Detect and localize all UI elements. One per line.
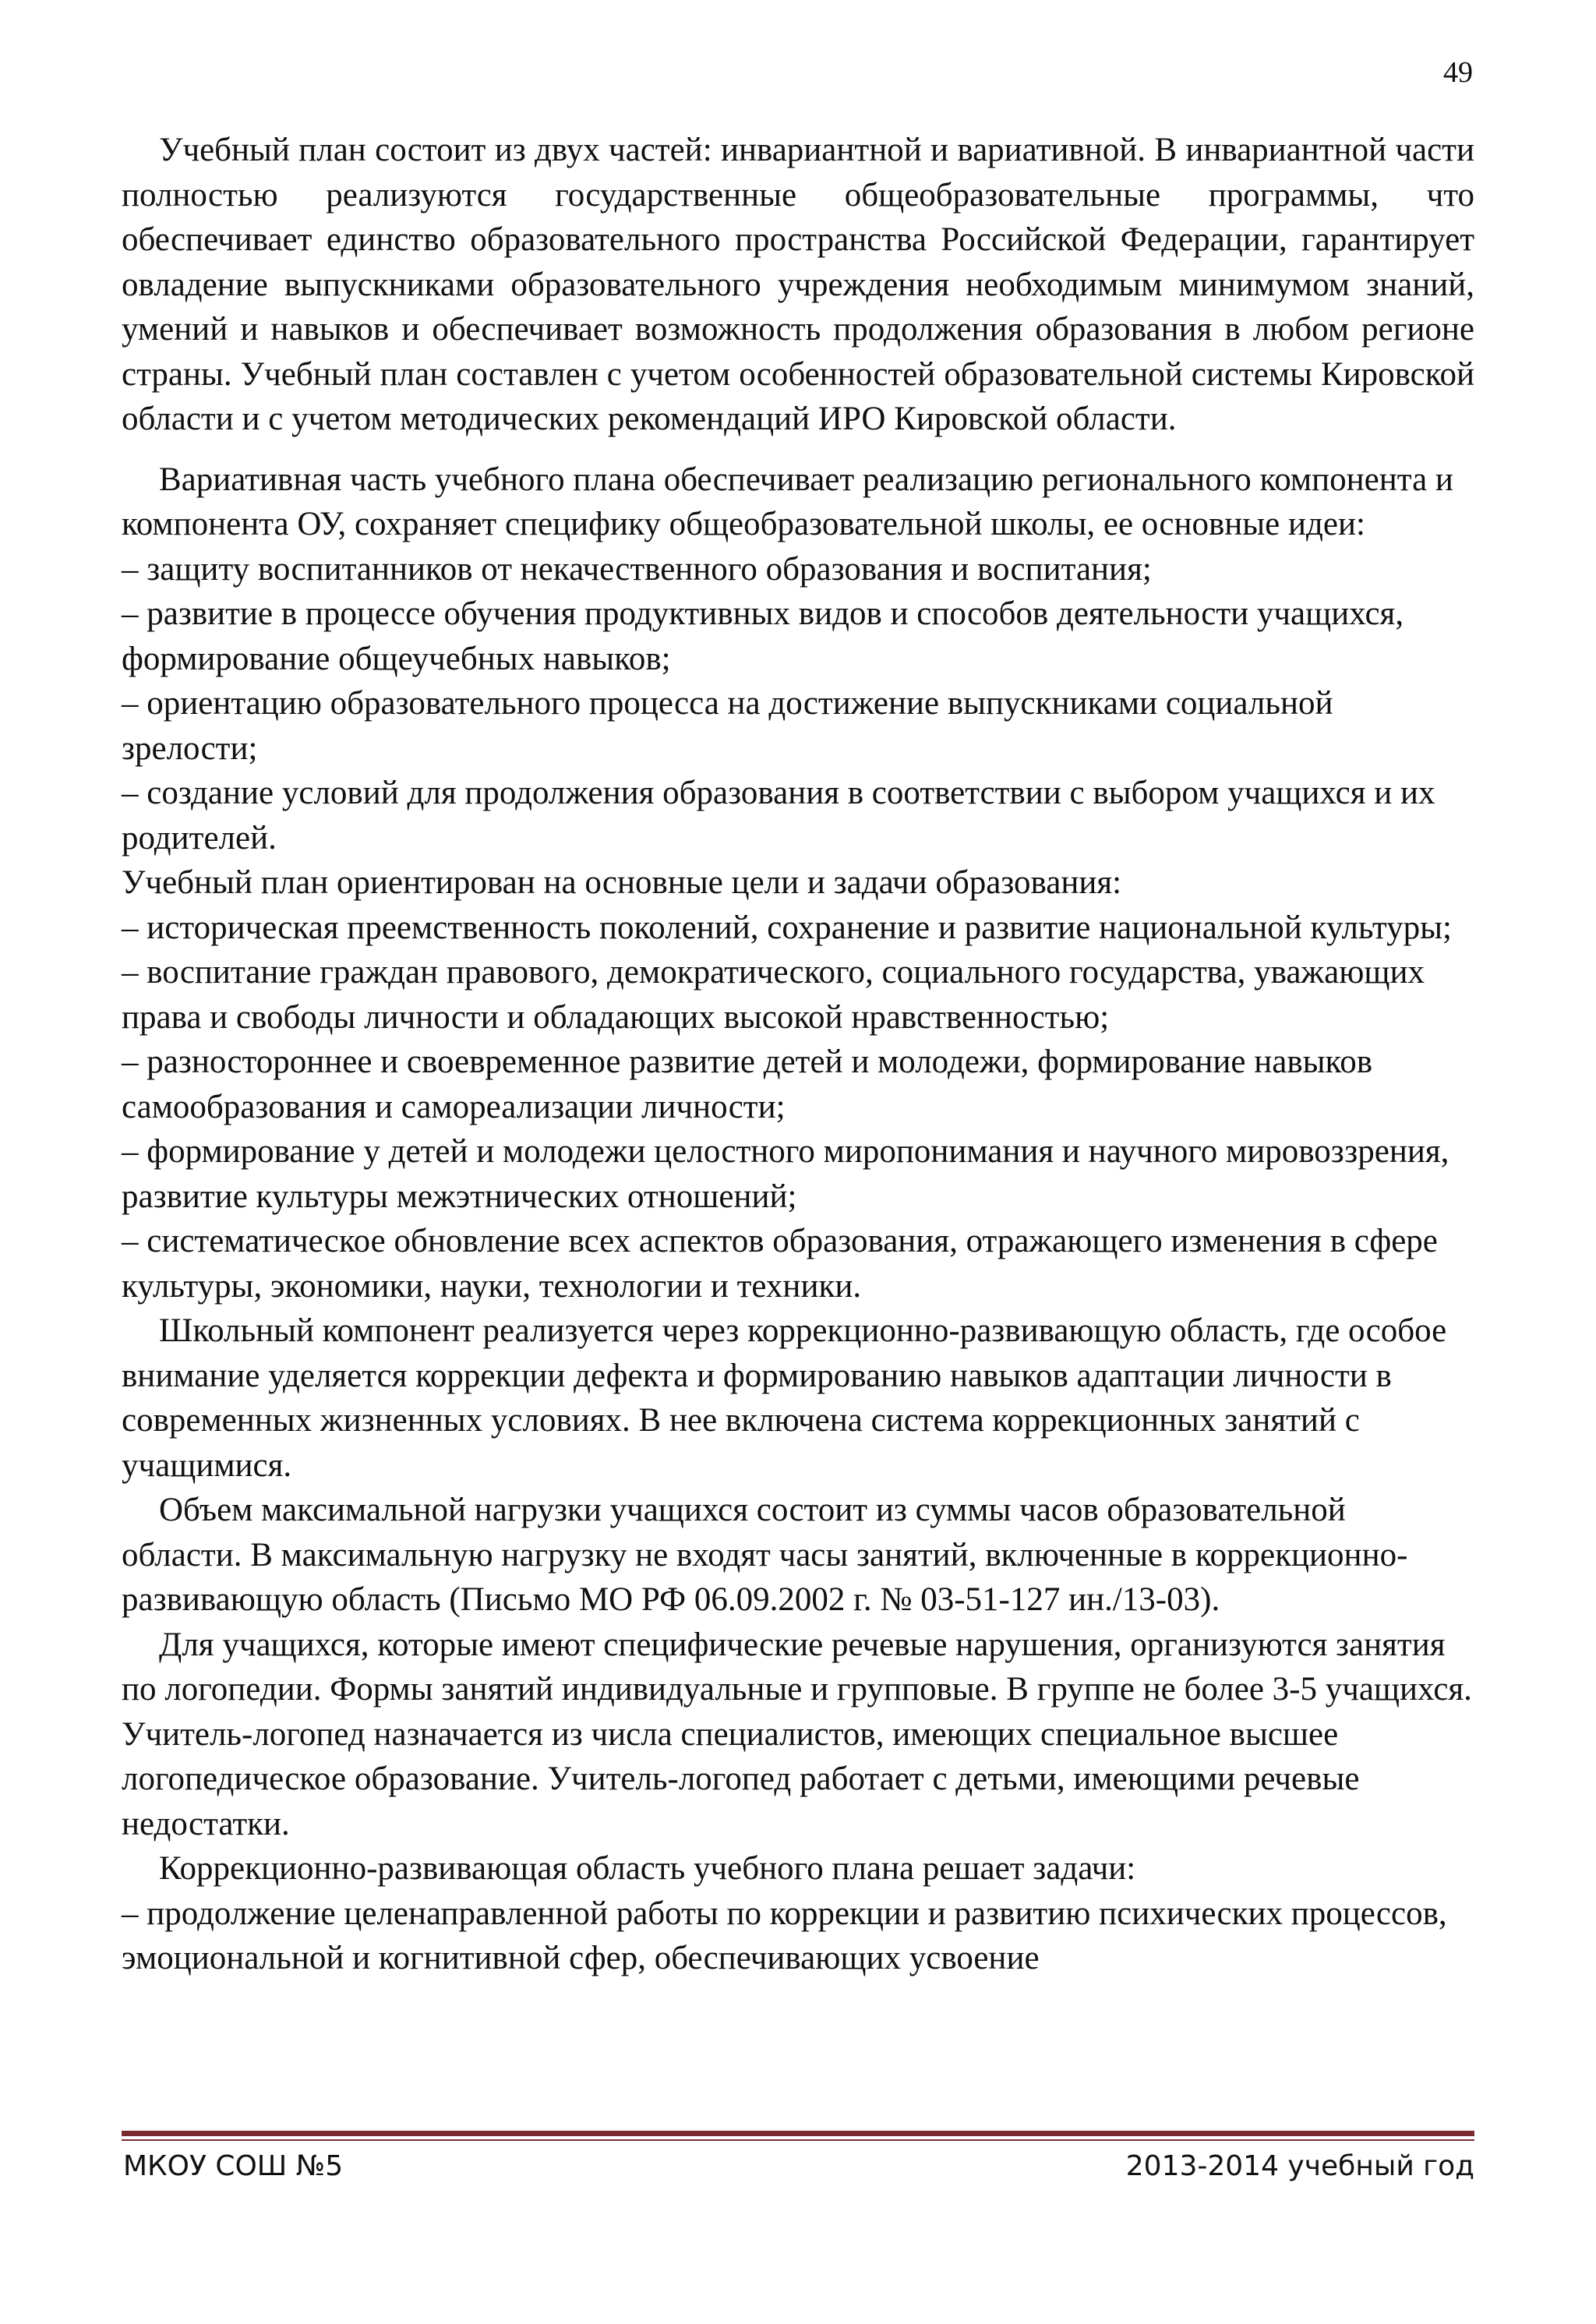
list-item: – формирование у детей и молодежи целостного миропонимания и научного мировоззрения, развитие культуры межэтнических отношений;: [122, 1133, 1449, 1215]
page-number: 49: [1443, 56, 1473, 89]
list-item: – разностороннее и своевременное развитие детей и молодежи, формирование навыков самообразования и самореализации личности;: [122, 1044, 1373, 1125]
footer-academic-year: 2013-2014 учебный год: [1125, 2150, 1474, 2182]
footer-rule-thick: [122, 2131, 1474, 2136]
list-item: – воспитание граждан правового, демократического, социального государства, уважающих права и свободы личности и обладающих высокой нравственностью;: [122, 954, 1425, 1036]
paragraph-goals-intro: Учебный план ориентирован на основные цели и задачи образования:: [122, 864, 1122, 901]
paragraph-variable-part: Вариативная часть учебного плана обеспечивает реализацию регионального компонента и компонента ОУ, сохраняет специфику общеобразовательной школы, ее основные идеи:: [122, 461, 1453, 542]
list-item: – ориентацию образовательного процесса на достижение выпускниками социальной зрелости;: [122, 685, 1333, 767]
list-item: – систематическое обновление всех аспектов образования, отражающего изменения в сфере культуры, экономики, науки, технологии и техники.: [122, 1223, 1438, 1305]
list-item: – развитие в процессе обучения продуктивных видов и способов деятельности учащихся, формирование общеучебных навыков;: [122, 595, 1404, 677]
paragraph-correction-area: Коррекционно-развивающая область учебного плана решает задачи:: [159, 1850, 1136, 1887]
list-item: – историческая преемственность поколений, сохранение и развитие национальной культуры;: [122, 909, 1452, 946]
footer-school-name: МКОУ СОШ №5: [123, 2150, 344, 2182]
paragraph-max-load: Объем максимальной нагрузки учащихся состоит из суммы часов образовательной области. В максимальную нагрузку не входят часы занятий, включенные в коррекционно-развивающую область (Письмо МО РФ 06.09.2002 г. № 03-51-127 ин./13-03).: [122, 1492, 1408, 1618]
paragraph-curriculum-parts: Учебный план состоит из двух частей: инвариантной и вариативной. В инвариантной части полностью реализуются государственные общеобразовательные программы, что обеспечивает единство образовательного пространства Российской Федерации, гарантирует овладение выпускниками образовательного учреждения необходимым минимумом знаний, умений и навыков и обеспечивает возможность продолжения образования в любом регионе страны. Учебный план составлен с учетом особенностей образовательной системы Кировской области и с учетом методических рекомендаций ИРО Кировской области.: [122, 132, 1474, 437]
paragraph-school-component: Школьный компонент реализуется через коррекционно-развивающую область, где особое внимание уделяется коррекции дефекта и формированию навыков адаптации личности в современных жизненных условиях. В нее включена система коррекционных занятий с учащимися.: [122, 1312, 1447, 1484]
list-item: – защиту воспитанников от некачественного образования и воспитания;: [122, 550, 1152, 588]
page-content: [122, 128, 1474, 1981]
paragraph-speech-therapy: Для учащихся, которые имеют специфические речевые нарушения, организуются занятия по логопедии. Формы занятий индивидуальные и групповые. В группе не более 3-5 учащихся. Учитель-логопед назначается из числа специалистов, имеющих специальное высшее логопедическое образование. Учитель-логопед работает с детьми, имеющими речевые недостатки.: [122, 1626, 1472, 1842]
list-item: – продолжение целенаправленной работы по коррекции и развитию психических процессов, эмоциональной и когнитивной сфер, обеспечивающих усвоение: [122, 1895, 1447, 1976]
footer-rule-thin: [122, 2139, 1474, 2141]
list-item: – создание условий для продолжения образования в соответствии с выбором учащихся и их родителей.: [122, 775, 1435, 856]
